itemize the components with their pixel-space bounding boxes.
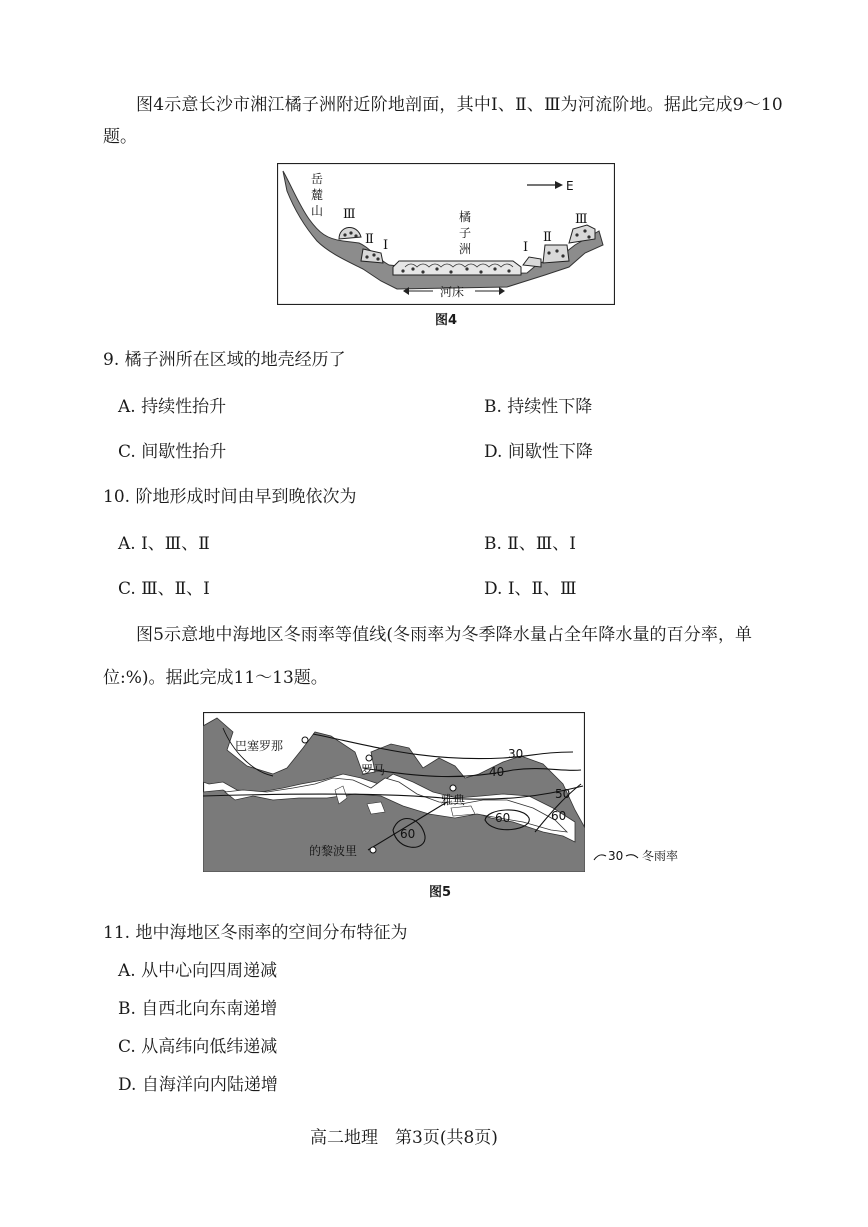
q10-option-a[interactable]: A. Ⅰ、Ⅲ、Ⅱ — [118, 534, 210, 554]
terrace-label-left-2: Ⅱ — [365, 232, 374, 247]
figure-5-mediterranean-map — [203, 712, 585, 872]
terrace-label-right-2: Ⅱ — [543, 230, 552, 245]
terrace-label-right-1: Ⅰ — [523, 240, 529, 255]
q9-option-c[interactable]: C. 间歇性抬升 — [118, 442, 227, 462]
island-label-2: 子 — [459, 226, 472, 240]
isoline-value-60-center: 60 — [495, 811, 511, 825]
island-label-3: 洲 — [459, 242, 472, 256]
figure-5-caption: 图5 — [429, 885, 452, 900]
q10-stem: 10. 阶地形成时间由早到晚依次为 — [103, 487, 357, 507]
mountain-label-3: 山 — [311, 204, 324, 218]
isoline-value-40: 40 — [489, 765, 505, 779]
terrace-label-right-3: Ⅲ — [575, 212, 588, 227]
figure-4-caption: 图4 — [435, 313, 458, 328]
terrace-label-left-3: Ⅲ — [343, 207, 356, 222]
q11-option-b[interactable]: B. 自西北向东南递增 — [118, 999, 278, 1019]
riverbed-label: 河床 — [440, 285, 465, 299]
city-tripoli: 的黎波里 — [309, 844, 358, 858]
isoline-value-50: 50 — [555, 787, 571, 801]
city-rome: 罗马 — [361, 763, 386, 777]
figure-4-terrace-profile — [277, 163, 615, 305]
legend-label: 冬雨率 — [642, 849, 679, 863]
q9-stem: 9. 橘子洲所在区域的地壳经历了 — [103, 350, 346, 370]
isoline-legend-icon — [592, 846, 702, 866]
direction-label: E — [566, 179, 574, 193]
intro-line-1: 图4示意长沙市湘江橘子洲附近阶地剖面，其中Ⅰ、Ⅱ、Ⅲ为河流阶地。据此完成9～10 — [136, 95, 783, 115]
isoline-value-60-east: 60 — [551, 809, 567, 823]
q10-option-d[interactable]: D. Ⅰ、Ⅱ、Ⅲ — [484, 579, 577, 599]
city-barcelona: 巴塞罗那 — [235, 739, 284, 753]
intro2-line-1: 图5示意地中海地区冬雨率等值线(冬雨率为冬季降水量占全年降水量的百分率，单 — [136, 625, 753, 645]
page-footer: 高二地理 第3页(共8页) — [310, 1128, 498, 1148]
q10-option-b[interactable]: B. Ⅱ、Ⅲ、Ⅰ — [484, 534, 576, 554]
q11-stem: 11. 地中海地区冬雨率的空间分布特征为 — [103, 923, 408, 943]
terrace-label-left-1: Ⅰ — [383, 238, 389, 253]
mountain-label-2: 麓 — [311, 188, 324, 202]
q9-option-a[interactable]: A. 持续性抬升 — [118, 397, 227, 417]
island-label-1: 橘 — [459, 210, 472, 224]
city-athens: 雅典 — [441, 793, 466, 807]
q9-option-b[interactable]: B. 持续性下降 — [484, 397, 593, 417]
legend-value: 30 — [608, 849, 624, 863]
isoline-value-60-south: 60 — [400, 827, 416, 841]
intro-line-2: 题。 — [103, 127, 137, 147]
mountain-label-1: 岳 — [311, 172, 324, 186]
q11-option-a[interactable]: A. 从中心向四周递减 — [118, 961, 278, 981]
intro2-line-2: 位:%)。据此完成11～13题。 — [103, 668, 328, 688]
q11-option-d[interactable]: D. 自海洋向内陆递增 — [118, 1075, 278, 1095]
isoline-value-30: 30 — [508, 747, 524, 761]
q11-option-c[interactable]: C. 从高纬向低纬递减 — [118, 1037, 278, 1057]
q10-option-c[interactable]: C. Ⅲ、Ⅱ、Ⅰ — [118, 579, 210, 599]
q9-option-d[interactable]: D. 间歇性下降 — [484, 442, 593, 462]
